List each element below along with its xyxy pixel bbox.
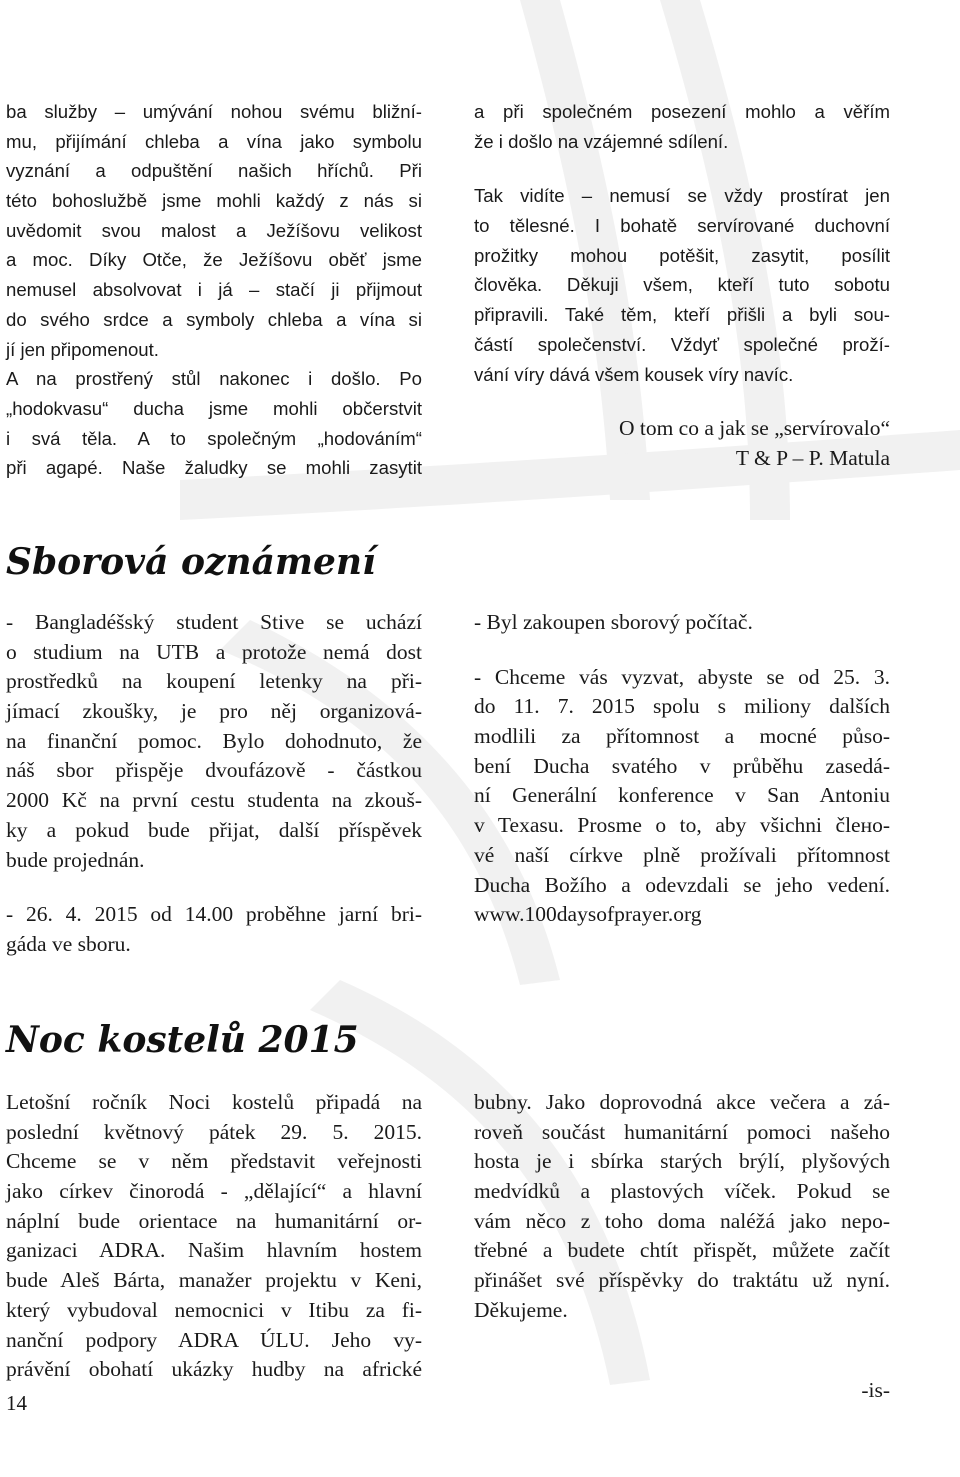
- text-line: do svého srdce a symboly chleba a vína si: [6, 308, 422, 330]
- text-line: jímací zkoušky, je pro něj organizová-: [6, 699, 422, 724]
- text-line: Ducha Božího a odevzdali se jeho vedení.: [474, 872, 890, 897]
- text-line: vé naší církve plně prožívali přítomnost: [474, 842, 890, 867]
- text-line: přinášet své příspěvky do traktátu už nyní.: [474, 1268, 890, 1293]
- text-line: ganizaci ADRA. Našim hlavním hostem: [6, 1238, 422, 1263]
- text-line: medvídků a plastových víček. Pokud se: [474, 1179, 890, 1204]
- text-line: Děkujeme.: [474, 1297, 568, 1322]
- text-line: - 26. 4. 2015 od 14.00 proběhne jarní bri-: [6, 902, 422, 927]
- text-line: při agapé. Naše žaludky se mohli zasytit: [6, 457, 422, 479]
- text-line: bení Ducha svatého v průběhu zasedá-: [474, 753, 890, 778]
- text-line: náš sbor přispěje dvoufázově - částkou: [6, 758, 422, 783]
- text-line: vání víry dává všem kousek víry navíc.: [474, 363, 794, 385]
- text-line: poslední květnový pátek 29. 5. 2015.: [6, 1119, 422, 1144]
- text-line: který vybudoval nemocnici v Itibu za fi-: [6, 1297, 422, 1322]
- text-line: „hodokvasu“ ducha jsme mohli občerstvit: [6, 397, 422, 419]
- text-line: i svá těla. A to společným „hodováním“: [6, 427, 422, 449]
- text-line: - Bangladéšský student Stive se uchází: [6, 610, 422, 634]
- text-line: bude projednán.: [6, 847, 145, 872]
- text-line: prostředků na koupení letenky na při-: [6, 669, 422, 694]
- article-signature: -is-: [861, 1377, 890, 1402]
- text-line: na finanční pomoc. Bylo dohodnuto, že: [6, 728, 422, 753]
- text-line: ní Generální konference v San Antoniu: [474, 783, 890, 808]
- text-line: bude Aleš Bárta, manažer projektu v Keni,: [6, 1268, 422, 1293]
- text-line: - Byl zakoupen sborový počítač.: [474, 610, 753, 634]
- text-line: - Chceme vás vyzvat, abyste se od 25. 3.: [474, 664, 890, 689]
- text-line: 2000 Kč na první cestu studenta na zkouš-: [6, 788, 422, 813]
- text-line: v Texasu. Prosme o to, aby všichni člено-: [474, 813, 890, 838]
- text-line: náplní bude orientace na humanitární or-: [6, 1208, 422, 1233]
- announcements-left-column: [6, 608, 422, 960]
- text-line: roveň součást humanitární pomoci našeho: [474, 1119, 890, 1144]
- night-of-churches-right-column: [474, 1088, 890, 1405]
- text-line: uvědomit svou malost a Ježíšovu velikost: [6, 219, 422, 241]
- text-line: a moc. Díky Otče, že Ježíšovu oběť jsme: [6, 249, 422, 271]
- text-line: částí společenství. Vždyť společné proží-: [474, 333, 890, 355]
- text-line: právění obohatí ukázky hudby na africké: [6, 1357, 422, 1382]
- text-line: jí jen připomenout.: [6, 338, 159, 360]
- text-line: gáda ve sboru.: [6, 931, 131, 956]
- text-line: mu, přijímání chleba a vína jako symbolu: [6, 130, 422, 152]
- intro-left-column: [6, 97, 422, 483]
- page-number: 14: [6, 1391, 27, 1415]
- article-signature-author: T & P – P. Matula: [735, 445, 890, 470]
- text-line: hosta je i sbírka starých brýlí, plyšových: [474, 1149, 890, 1174]
- text-line: ba služby – umývání nohou svému bližní-: [6, 101, 422, 122]
- text-line: připravili. Také těm, kteří přišli a byli sou-: [474, 304, 890, 326]
- text-line: ky a pokud bude přijat, další příspěvek: [6, 817, 422, 842]
- text-line: to tělesné. I bohatě servírované duchovní: [474, 215, 890, 237]
- text-line: prožitky mohou potěšit, zasytit, posílit: [474, 244, 890, 266]
- text-line: této bohoslužbě jsme mohli každý z nás si: [6, 190, 422, 212]
- section-heading-announcements: Sborová oznámení: [6, 541, 376, 583]
- text-line: jako církev činorodá - „dělající“ a hlavní: [6, 1179, 422, 1204]
- text-line: Chceme se v něm představit veřejnosti: [6, 1149, 422, 1174]
- text-line: Letošní ročník Noci kostelů připadá na: [6, 1090, 422, 1114]
- text-line: vyznání a odpuštění našich hříchů. Při: [6, 160, 422, 182]
- text-line: vám něco z toho doma naléžá jako nepo-: [474, 1208, 890, 1233]
- text-line: člověka. Děkuji všem, kteří tuto sobotu: [474, 274, 890, 296]
- text-line: nemusel absolvovat i já – stačí ji přijmout: [6, 279, 422, 301]
- text-line: modlili za přítomnost a mocné půso-: [474, 724, 890, 749]
- article-signature-title: O tom co a jak se „servírovalo“: [618, 416, 890, 441]
- text-line: třebné a budete chtít přispět, můžete začít: [474, 1238, 890, 1263]
- text-line: A na prostřený stůl nakonec i došlo. Po: [6, 368, 422, 390]
- text-line: bubny. Jako doprovodná akce večera a zá-: [474, 1090, 890, 1114]
- text-line: že i došlo na vzájemné sdílení.: [474, 130, 729, 152]
- text-line: nanční podpory ADRA ÚLU. Jeho vy-: [6, 1327, 422, 1352]
- text-line: do 11. 7. 2015 spolu s miliony dalších: [474, 694, 890, 719]
- text-line: Tak vidíte – nemusí se vždy prostírat jen: [474, 185, 890, 207]
- text-line: o studium na UTB a protože nemá dost: [6, 639, 422, 664]
- section-heading-night-of-churches: Noc kostelů 2015: [6, 1019, 359, 1061]
- announcements-right-column: [474, 608, 890, 930]
- intro-right-column: [474, 97, 890, 474]
- night-of-churches-left-column: [6, 1088, 422, 1385]
- text-line: www.100daysofprayer.org: [474, 902, 702, 927]
- text-line: a při společném posezení mohlo a věřím: [474, 101, 890, 122]
